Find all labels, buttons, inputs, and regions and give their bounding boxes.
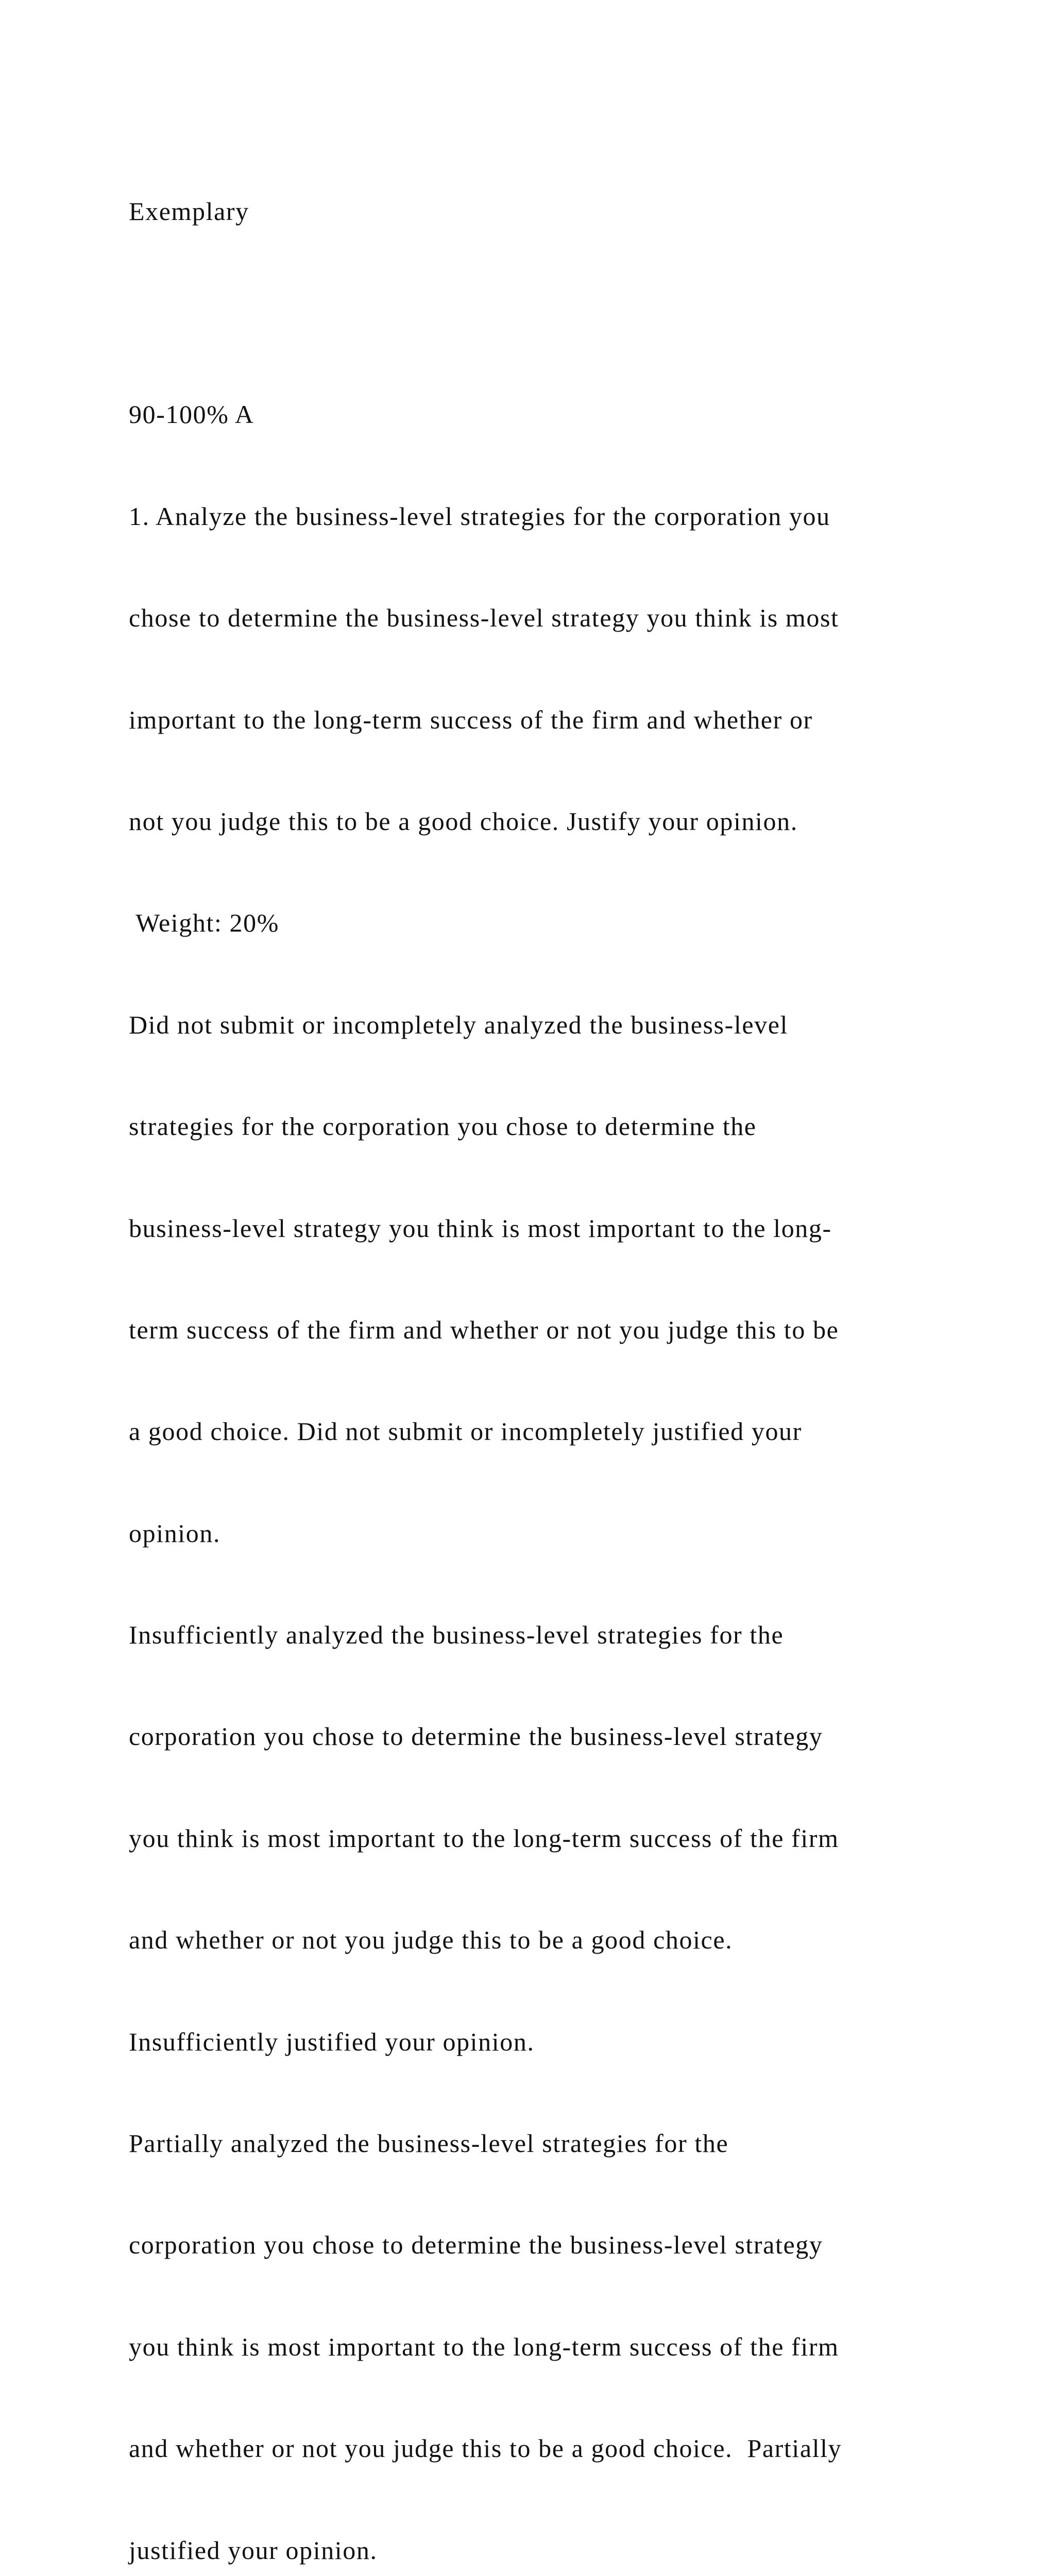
text-line: justified your opinion. xyxy=(129,2535,378,2565)
text-line: a good choice. Did not submit or incompletely justified your xyxy=(129,1417,802,1446)
text-line: Insufficiently justified your opinion. xyxy=(129,2027,535,2056)
blank-line xyxy=(129,296,1005,330)
text-line: and whether or not you judge this to be a good choice. xyxy=(129,1925,733,1955)
text-line: opinion. xyxy=(129,1518,221,1548)
text-line: Insufficiently analyzed the business-level strategies for the xyxy=(129,1620,784,1650)
text-line: you think is most important to the long-term success of the firm xyxy=(129,1823,839,1853)
grade-range: 90-100% A xyxy=(129,400,254,429)
text-line: and whether or not you judge this to be a good choice. Partially xyxy=(129,2434,842,2463)
text-line: corporation you chose to determine the business-level strategy xyxy=(129,2230,823,2260)
document-heading: Exemplary xyxy=(129,196,249,226)
text-line: strategies for the corporation you chose to determine the xyxy=(129,1112,757,1141)
text-line: Did not submit or incompletely analyzed the business-level xyxy=(129,1010,789,1039)
text-line: business-level strategy you think is most important to the long- xyxy=(129,1213,832,1243)
text-line: Partially analyzed the business-level strategies for the xyxy=(129,2129,729,2158)
document-body xyxy=(129,127,1005,2576)
text-line: chose to determine the business-level strategy you think is most xyxy=(129,603,839,633)
weight-line: Weight: 20% xyxy=(129,908,280,938)
text-line: 1. Analyze the business-level strategies for the corporation you xyxy=(129,501,830,531)
text-line: term success of the firm and whether or not you judge this to be xyxy=(129,1315,839,1344)
text-line: corporation you chose to determine the business-level strategy xyxy=(129,1722,823,1751)
text-line: not you judge this to be a good choice. Justify your opinion. xyxy=(129,806,798,836)
text-line: you think is most important to the long-term success of the firm xyxy=(129,2332,839,2361)
text-line: important to the long-term success of the firm and whether or xyxy=(129,705,813,734)
